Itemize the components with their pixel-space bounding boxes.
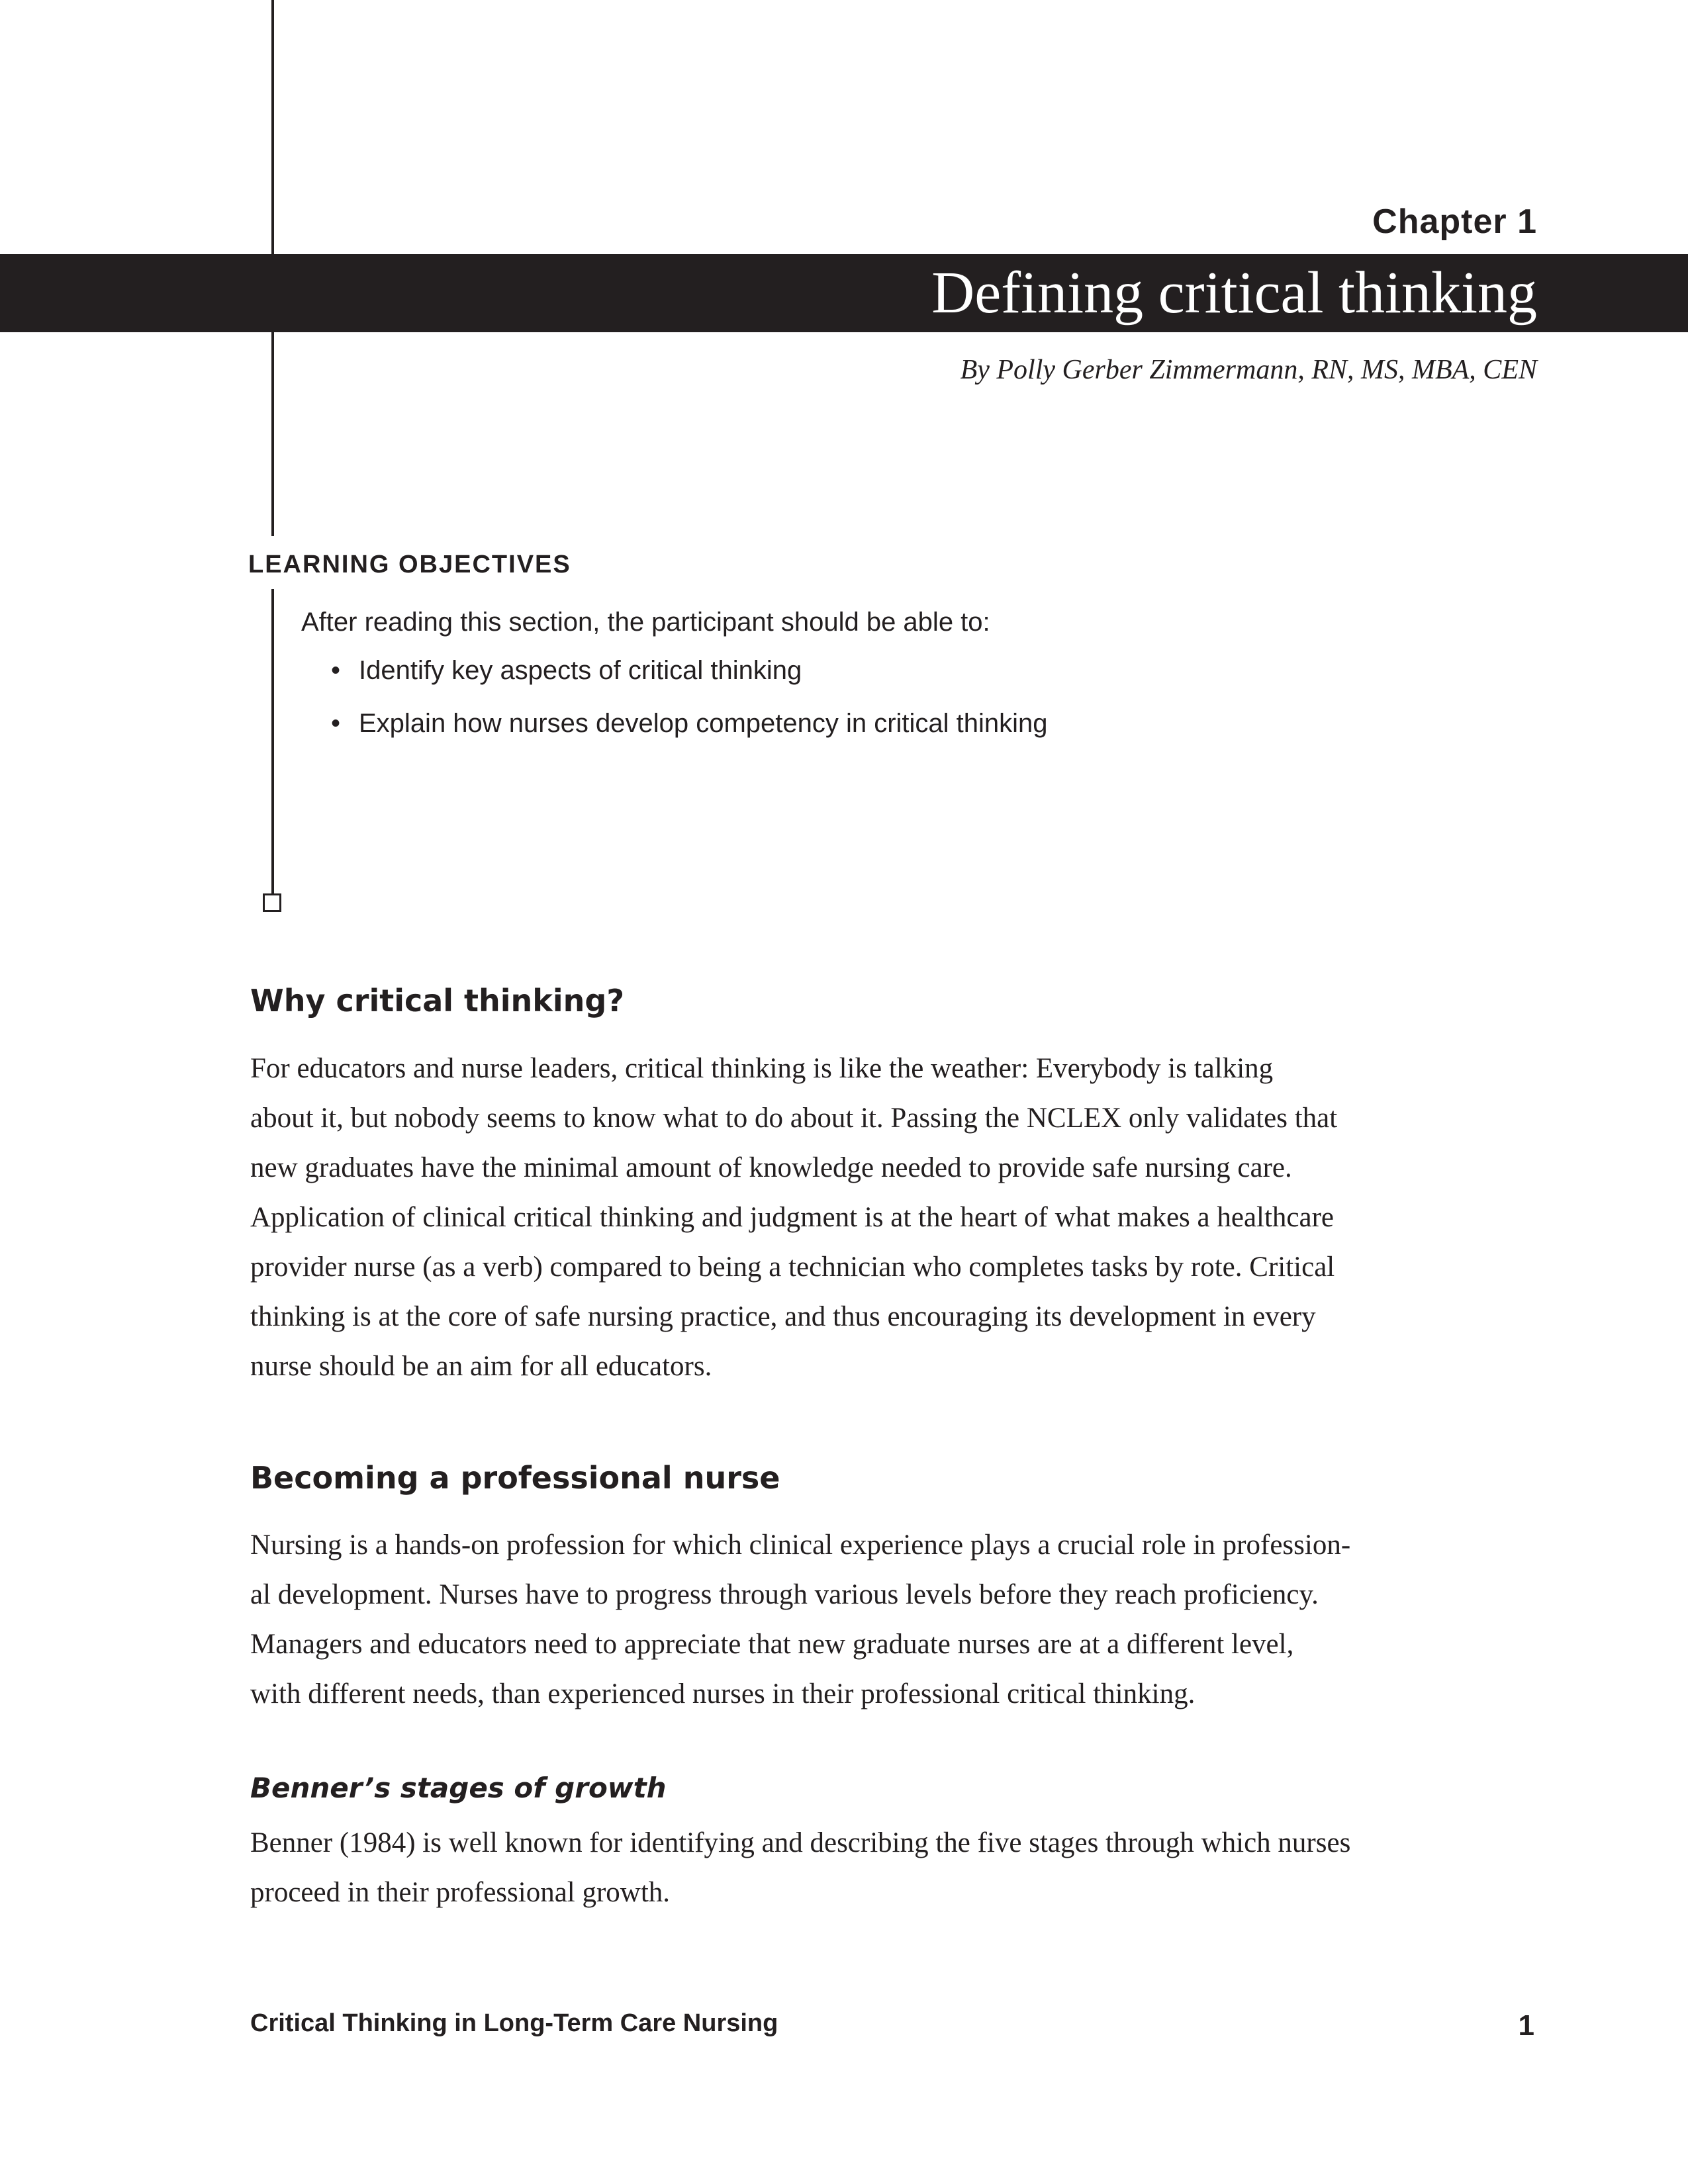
page-number: 1 [1518, 2009, 1534, 2042]
section-heading-why: Why critical thinking? [250, 983, 625, 1019]
text-line: proceed in their professional growth. [250, 1877, 671, 1908]
margin-rule-top [271, 0, 274, 254]
bullet-icon: • [331, 709, 341, 738]
text-line: Managers and educators need to appreciate that new graduate nurses are at a different level, [250, 1629, 1294, 1660]
text-line: new graduates have the minimal amount of knowledge needed to provide safe nursing care. [250, 1152, 1292, 1183]
bullet-icon: • [331, 656, 341, 685]
section-heading-becoming: Becoming a professional nurse [250, 1460, 780, 1496]
title-band [0, 254, 1688, 332]
list-item [331, 654, 1048, 707]
text-line: al development. Nurses have to progress through various levels before they reach proficiency. [250, 1579, 1319, 1610]
subsection-heading-benner: Benner’s stages of growth [250, 1772, 667, 1804]
paragraph-becoming [250, 1520, 1541, 1719]
paragraph-benner [250, 1818, 1541, 1917]
rule-end-box [263, 893, 281, 912]
margin-rule-middle [271, 332, 274, 536]
list-item [331, 707, 1048, 760]
text-line: Benner (1984) is well known for identifying and describing the five stages through which nurses [250, 1827, 1351, 1858]
chapter-label: Chapter 1 [1372, 203, 1537, 241]
objective-text: Explain how nurses develop competency in critical thinking [359, 709, 1048, 738]
text-line: Nursing is a hands-on profession for which clinical experience plays a crucial role in profession- [250, 1529, 1351, 1561]
paragraph-why [250, 1044, 1541, 1391]
text-line: thinking is at the core of safe nursing practice, and thus encouraging its development in every [250, 1301, 1316, 1332]
text-line: about it, but nobody seems to know what to do about it. Passing the NCLEX only validates that [250, 1103, 1338, 1134]
text-line: provider nurse (as a verb) compared to being a technician who completes tasks by rote. Critical [250, 1251, 1335, 1283]
author-byline: By Polly Gerber Zimmermann, RN, MS, MBA, CEN [960, 355, 1537, 385]
learning-objectives-list [331, 654, 1048, 760]
chapter-title: Defining critical thinking [931, 260, 1537, 326]
objectives-rule [271, 589, 274, 895]
learning-objectives-heading: LEARNING OBJECTIVES [248, 551, 571, 578]
text-line: with different needs, than experienced nurses in their professional critical thinking. [250, 1678, 1196, 1709]
footer-book-title: Critical Thinking in Long-Term Care Nursing [250, 2009, 778, 2037]
text-line: nurse should be an aim for all educators. [250, 1351, 712, 1382]
learning-objectives-intro: After reading this section, the participant should be able to: [301, 608, 990, 637]
text-line: Application of clinical critical thinking and judgment is at the heart of what makes a healthcare [250, 1202, 1335, 1233]
text-line: For educators and nurse leaders, critical thinking is like the weather: Everybody is talking [250, 1053, 1274, 1084]
objective-text: Identify key aspects of critical thinking [359, 656, 802, 685]
